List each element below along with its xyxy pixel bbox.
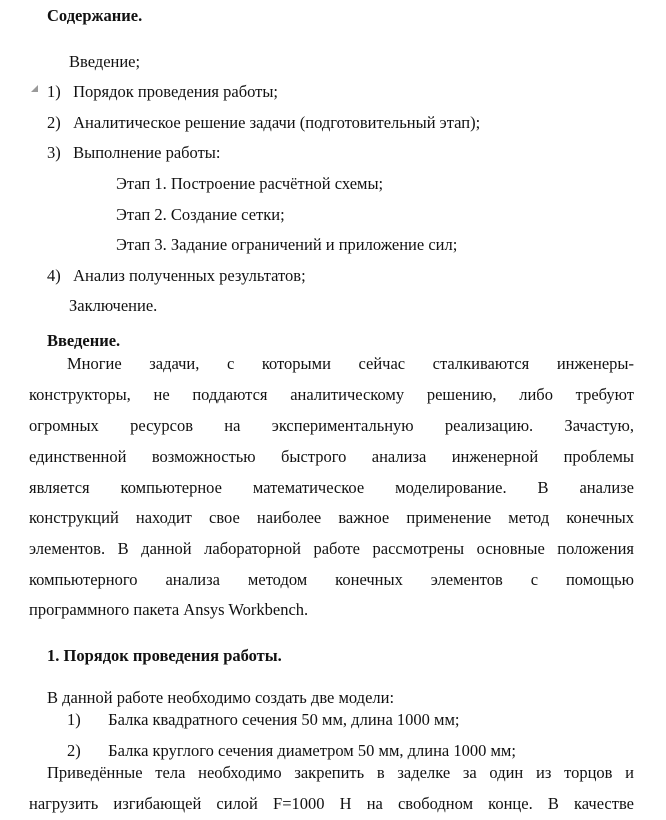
toc-item-text: Анализ полученных результатов; [73,266,306,285]
model-item-number: 2) [67,741,81,760]
toc-item-1 [47,82,278,102]
toc-item-3 [47,143,220,163]
section1-para-line: нагрузить изгибающей силой F=1000 Н на свободном конце. В качестве [29,794,634,813]
toc-item-number: 1) [47,82,61,101]
intro-line: единственной возможностью быстрого анализа инженерной проблемы [29,447,634,466]
model-item-text: Балка круглого сечения диаметром 50 мм, длина 1000 мм; [108,741,516,760]
intro-line: огромных ресурсов на экспериментальную реализацию. Зачастую, [29,416,634,435]
toc-item-text: Аналитическое решение задачи (подготовительный этап); [73,113,481,132]
intro-line: компьютерного анализа методом конечных элементов с помощью [29,570,634,589]
model-item-number: 1) [67,710,81,729]
toc-stage-3: Этап 3. Задание ограничений и приложение сил; [116,235,458,254]
collapse-triangle-icon[interactable] [31,85,38,92]
intro-line: является компьютерное математическое моделирование. В анализе [29,478,634,497]
toc-item-4 [47,266,306,286]
intro-line-last: программного пакета Ansys Workbench. [29,600,309,619]
intro-line: конструкций находит свое наиболее важное применение метод конечных [29,508,634,527]
toc-item-number: 4) [47,266,61,285]
toc-stage-2: Этап 2. Создание сетки; [116,205,285,224]
toc-intro: Введение; [69,52,141,71]
toc-item-text: Выполнение работы: [73,143,221,162]
model-item-text: Балка квадратного сечения 50 мм, длина 1000 мм; [108,710,460,729]
intro-line: элементов. В данной лабораторной работе рассмотрены основные положения [29,539,634,558]
toc-item-number: 2) [47,113,61,132]
section1-para-line: Приведённые тела необходимо закрепить в заделке за один из торцов и [47,763,634,782]
section1-heading: 1. Порядок проведения работы. [47,646,282,665]
section1-lead: В данной работе необходимо создать две модели: [47,688,395,707]
toc-conclusion: Заключение. [69,296,158,315]
toc-item-2 [47,113,480,133]
toc-heading: Содержание. [47,6,143,25]
toc-stage-1: Этап 1. Построение расчётной схемы; [116,174,384,193]
model-item-1 [67,710,460,730]
toc-item-number: 3) [47,143,61,162]
model-item-2 [67,741,516,761]
intro-line: конструкторы, не поддаются аналитическому решению, либо требуют [29,385,634,404]
introduction-heading: Введение. [47,331,121,350]
intro-line: Многие задачи, с которыми сейчас сталкиваются инженеры- [67,354,634,373]
toc-item-text: Порядок проведения работы; [73,82,279,101]
